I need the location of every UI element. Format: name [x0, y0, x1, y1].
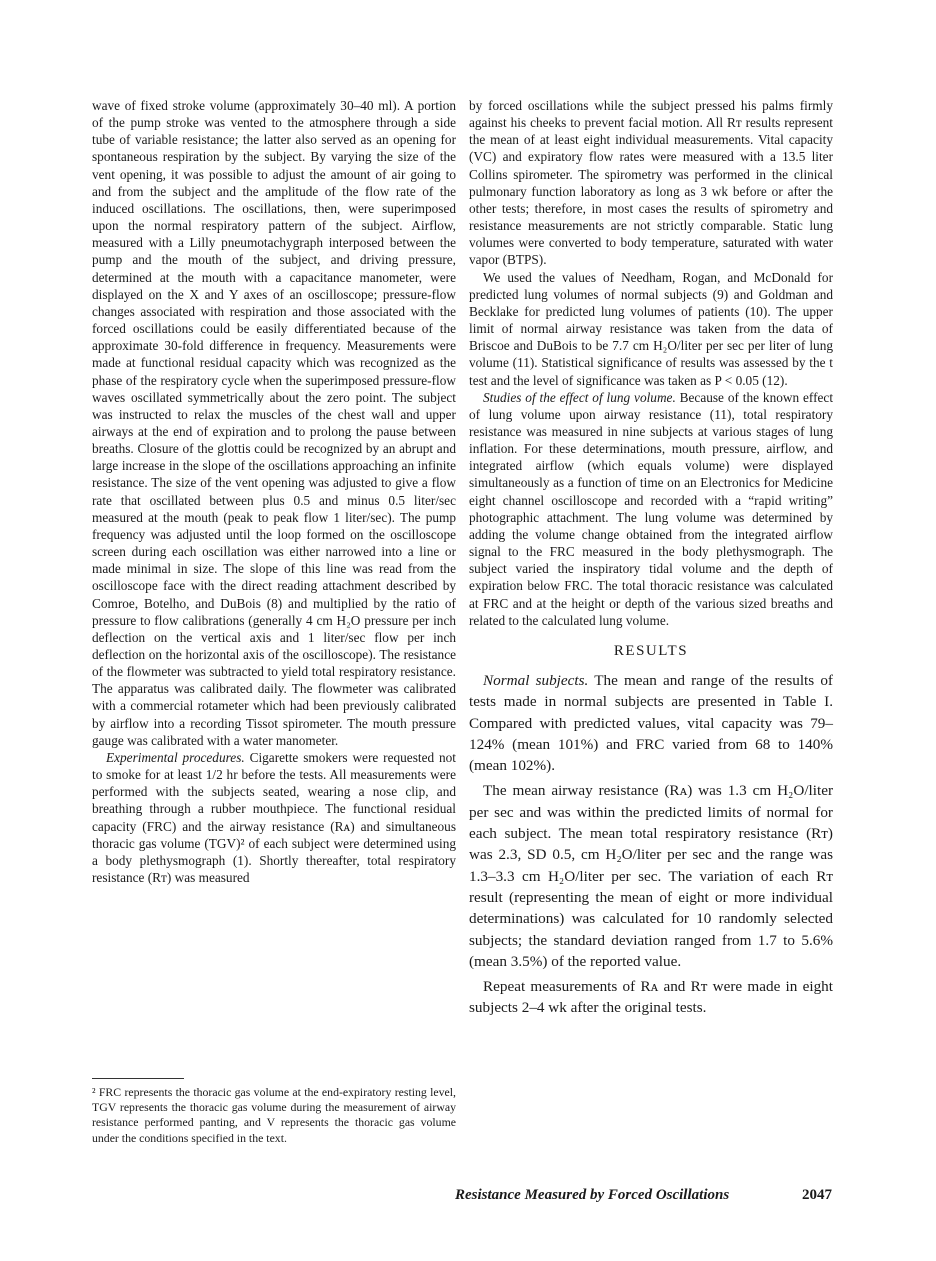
- paragraph-normal-subjects: [469, 670, 833, 776]
- paragraph-text: The mean and range of the results of tests made in normal subjects are presented in Table I. Compared with predicted values, vital capacity was 79–124% (mean 101%) and FRC varied from 68 to 140% (mean 102%).: [469, 672, 833, 775]
- paragraph-methods: wave of fixed stroke volume (approximately 30–40 ml). A portion of the pump stroke was vented to the atmosphere through a side tube of variable resistance; the latter also served as an opening for spontaneous respiration by the subject. By varying the size of the vent opening, it was possible to adjust the amount of air going to and from the subject and the amplitude of the flow rate of the induced oscillations. The oscillations, then, were superimposed upon the normal respiratory pattern of the subject. Airflow, measured with a Lilly pneumotachygraph interposed between the pump and the mouth of the subject, and driving pressure, determined at the mouth with a capacitance manometer, were displayed on the X and Y axes of an oscilloscope; pressure-flow changes associated with respiration and those associated with the forced oscillations could be easily differentiated because of the approximate 30-fold difference in frequency. Measurements were made at functional residual capacity which was recognized as the phase of the respiratory cycle when the superimposed pressure-flow waves oscillated symmetrically about the zero point. The subject was instructed to relax the muscles of the chest wall and upper airways at the end of expiration and to prolong the pause between breaths. Closure of the glottis could be recognized by an abrupt and large increase in the slope of the oscillations approaching an infinite resistance. The size of the vent opening was adjusted to give a flow rate that oscillated between plus 0.5 and minus 0.5 liter/sec measured at the mouth (peak to peak flow 1 liter/sec). The pump frequency was adjusted until the loop formed on the oscilloscope screen during each oscillation was either narrowed into a line or made minimal in size. The slope of this line was read from the oscilloscope face with the direct reading attachment described by Comroe, Botelho, and DuBois (8) and multiplied by the ratio of pressure to flow calibrations (generally 4 cm H₂O pressure per inch deflection on the vertical axis and 1 liter/sec flow per inch deflection on the horizontal axis of the oscilloscope). The resistance of the flowmeter was subtracted to yield total respiratory resistance. The apparatus was calibrated daily. The flowmeter was calibrated with a commercial rotameter which had been previously calibrated by airflow into a recording Tissot spirometer. The mouth pressure gauge was calibrated with a water manometer.: [92, 98, 456, 748]
- paragraph-text: Because of the known effect of lung volume upon airway resistance (11), total respiratory resistance was measured in nine subjects at various stages of lung inflation. For these determinations, mouth pressure, airflow, and integrated airflow (which equals volume) were displayed simultaneously as a function of time on an Electronics for Medicine eight channel oscilloscope and recorded with a “rapid writing” photographic attachment. The lung volume was determined by adding the volume change obtained from the integrated airflow signal to the FRC measured in the body plethysmograph. The subject varied the inspiratory tidal volume and the depth of expiration below FRC. The total thoracic resistance was calculated at FRC and at the height or depth of the various sized breaths and related to the calculated lung volume.: [469, 389, 834, 628]
- paragraph-forced-oscillations: by forced oscillations while the subject pressed his palms firmly against his cheeks to prevent facial motion. All Rᴛ results represent the mean of at least eight individual measurements. Vital capacity (VC) and expiratory flow rates were measured with a 13.5 liter Collins spirometer. The spirometry was performed in the clinical pulmonary function laboratory as long as 3 wk before or after the other tests; therefore, in most cases the results of spirometry and resistance measurements are not strictly comparable. Static lung volumes were converted to body temperature, saturated with water vapor (BTPS).: [469, 98, 833, 268]
- page-number: 2047: [802, 1187, 832, 1203]
- run-in-heading: Studies of the effect of lung volume.: [483, 389, 676, 405]
- paragraph-airway-resistance: The mean airway resistance (Rᴀ) was 1.3 cm H₂O/liter per sec and was within the predicted limits of normal for each subject. The mean total respiratory resistance (Rᴛ) was 2.3, SD 0.5, cm H₂O/liter per sec and the range was 1.3–3.3 cm H₂O/liter per sec. The variation of each Rᴛ result (representing the mean of eight or more individual determinations) was calculated for 10 randomly selected subjects; the standard deviation ranged from 1.7 to 5.6% (mean 3.5%) of the reported value.: [469, 782, 833, 970]
- paragraph-repeat-measurements: Repeat measurements of Rᴀ and Rᴛ were made in eight subjects 2–4 wk after the original tests.: [469, 978, 833, 1017]
- page-footer: [455, 1187, 832, 1204]
- left-column: [92, 97, 456, 886]
- footnote-divider: [92, 1078, 184, 1079]
- results-section: [469, 670, 833, 1019]
- footnote: ² FRC represents the thoracic gas volume at the end-expiratory resting level, TGV represents the thoracic gas volume during the measurement of airway resistance performed panting, and V represents the thoracic gas volume under the conditions specified in the text.: [92, 1085, 456, 1145]
- run-in-heading: Normal subjects.: [483, 672, 589, 689]
- running-title: Resistance Measured by Forced Oscillations: [455, 1187, 730, 1203]
- run-in-heading: Experimental procedures.: [106, 749, 245, 765]
- paragraph-text: Cigarette smokers were requested not to smoke for at least 1/2 hr before the tests. All measurements were performed with the subjects seated, wearing a nose clip, and breathing through a rubber mouthpiece. The functional residual capacity (FRC) and the airway resistance (Rᴀ) and simultaneous thoracic gas volume (TGV)² of each subject were determined using a body plethysmograph (1). Shortly thereafter, total respiratory resistance (Rᴛ) was measured: [92, 749, 457, 886]
- right-column: [469, 97, 833, 1019]
- paragraph-predicted-values: We used the values of Needham, Rogan, and McDonald for predicted lung volumes of normal subjects (9) and Goldman and Becklake for predicted lung volumes of patients (10). The upper limit of normal airway resistance was taken from the data of Briscoe and DuBois to be 7.7 cm H₂O/liter per sec per liter of lung volume (11). Statistical significance of results was assessed by the t test and the level of significance was taken as P < 0.05 (12).: [469, 269, 833, 388]
- section-heading-results: RESULTS: [613, 642, 689, 659]
- paragraph-lung-volume: [469, 389, 833, 629]
- paragraph-experimental-procedures: [92, 749, 456, 886]
